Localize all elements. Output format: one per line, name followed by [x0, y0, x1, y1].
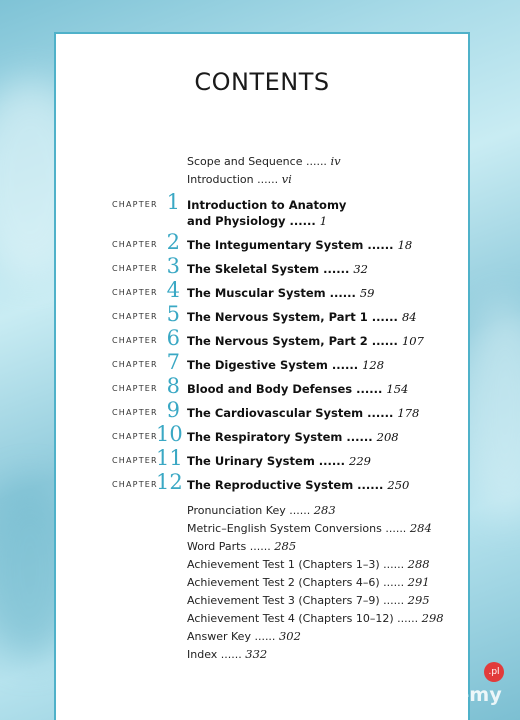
- toc-entry-label: Achievement Test 2 (Chapters 4–6) ......: [187, 576, 405, 589]
- chapter-row-12[interactable]: [56, 470, 468, 496]
- chapter-title: The Muscular System ...... 59: [187, 286, 375, 300]
- contents-page: [54, 32, 470, 720]
- chapter-number: 10: [156, 422, 183, 446]
- toc-entry-label: Achievement Test 4 (Chapters 10–12) ......: [187, 612, 419, 625]
- toc-entry-metric-english[interactable]: [187, 521, 432, 535]
- toc-entry-page: 295: [407, 593, 430, 607]
- chapter-row-4[interactable]: [56, 278, 468, 304]
- toc-entry-label: Pronunciation Key ......: [187, 504, 311, 517]
- chapter-label: CHAPTER: [112, 360, 158, 369]
- toc-entry-page: 302: [278, 629, 301, 643]
- chapter-number: 7: [166, 350, 180, 374]
- chapter-label: CHAPTER: [112, 264, 158, 273]
- chapter-label: CHAPTER: [112, 480, 158, 489]
- chapter-page: 32: [353, 262, 368, 276]
- chapter-title: The Integumentary System ...... 18: [187, 238, 413, 252]
- chapter-label: CHAPTER: [112, 384, 158, 393]
- chapter-number: 4: [166, 278, 180, 302]
- page-title: CONTENTS: [194, 68, 330, 96]
- chapter-title: The Urinary System ...... 229: [187, 454, 371, 468]
- toc-entry-introduction[interactable]: [187, 172, 292, 186]
- chapter-title: The Reproductive System ...... 250: [187, 478, 410, 492]
- chapter-number: 9: [166, 398, 180, 422]
- chapter-row-1[interactable]: [56, 190, 468, 232]
- chapter-page: 208: [376, 430, 399, 444]
- toc-entry-page: 288: [407, 557, 430, 571]
- watermark-badge: .pl: [484, 662, 504, 682]
- toc-entry-page: 283: [313, 503, 336, 517]
- chapter-row-6[interactable]: [56, 326, 468, 352]
- toc-entry-achievement-test-1[interactable]: [187, 557, 430, 571]
- chapter-label: CHAPTER: [112, 336, 158, 345]
- chapter-number: 11: [156, 446, 183, 470]
- watermark-text: Sprzedajemy: [361, 684, 502, 706]
- toc-entry-label: Introduction ......: [187, 173, 279, 186]
- chapter-page: 59: [359, 286, 375, 300]
- toc-entry-page: 332: [245, 647, 268, 661]
- chapter-label: CHAPTER: [112, 240, 158, 249]
- toc-entry-label: Answer Key ......: [187, 630, 276, 643]
- chapter-title: The Nervous System, Part 1 ...... 84: [187, 310, 417, 324]
- chapter-number: 1: [166, 190, 180, 214]
- chapter-row-8[interactable]: [56, 374, 468, 400]
- chapter-page: 84: [401, 310, 417, 324]
- toc-entry-page: iv: [330, 154, 341, 168]
- chapter-row-11[interactable]: [56, 446, 468, 472]
- chapter-row-9[interactable]: [56, 398, 468, 424]
- toc-entry-label: Metric–English System Conversions ......: [187, 522, 407, 535]
- chapter-label: CHAPTER: [112, 408, 158, 417]
- chapter-title: The Nervous System, Part 2 ...... 107: [187, 334, 424, 348]
- chapter-title-line2: and Physiology ...... 1: [187, 214, 328, 228]
- toc-entry-achievement-test-4[interactable]: [187, 611, 444, 625]
- toc-entry-word-parts[interactable]: [187, 539, 296, 553]
- toc-entry-page: 285: [274, 539, 297, 553]
- chapter-page: 229: [349, 454, 371, 468]
- chapter-number: 6: [166, 326, 180, 350]
- chapter-page: 250: [387, 478, 410, 492]
- chapter-label: CHAPTER: [112, 288, 158, 297]
- toc-entry-page: 291: [407, 575, 430, 589]
- chapter-page: 107: [401, 334, 424, 348]
- chapter-page: 128: [362, 358, 385, 372]
- toc-entry-achievement-test-2[interactable]: [187, 575, 430, 589]
- toc-entry-page: 284: [409, 521, 432, 535]
- chapter-row-7[interactable]: [56, 350, 468, 376]
- toc-entry-label: Scope and Sequence ......: [187, 155, 327, 168]
- chapter-title: Introduction to Anatomy: [187, 198, 347, 212]
- chapter-title: Blood and Body Defenses ...... 154: [187, 382, 409, 396]
- chapter-page: 1: [319, 214, 328, 228]
- chapter-title: The Respiratory System ...... 208: [187, 430, 399, 444]
- toc-entry-achievement-test-3[interactable]: [187, 593, 430, 607]
- toc-entry-pronunciation-key[interactable]: [187, 503, 336, 517]
- chapter-title: The Digestive System ...... 128: [187, 358, 385, 372]
- toc-entry-answer-key[interactable]: [187, 629, 301, 643]
- chapter-label: CHAPTER: [112, 456, 158, 465]
- chapter-page: 18: [397, 238, 413, 252]
- chapter-label: CHAPTER: [112, 200, 158, 209]
- chapter-page: 178: [397, 406, 420, 420]
- chapter-number: 8: [166, 374, 180, 398]
- toc-entry-page: vi: [281, 172, 292, 186]
- toc-entry-label: Achievement Test 1 (Chapters 1–3) ......: [187, 558, 405, 571]
- toc-entry-page: 298: [421, 611, 444, 625]
- chapter-number: 5: [166, 302, 180, 326]
- toc-entry-index[interactable]: [187, 647, 267, 661]
- chapter-title: The Skeletal System ...... 32: [187, 262, 368, 276]
- chapter-row-10[interactable]: [56, 422, 468, 448]
- chapter-row-3[interactable]: [56, 254, 468, 280]
- chapter-row-2[interactable]: [56, 230, 468, 256]
- chapter-label: CHAPTER: [112, 432, 158, 441]
- chapter-number: 2: [166, 230, 180, 254]
- chapter-number: 3: [166, 254, 180, 278]
- toc-entry-label: Index ......: [187, 648, 242, 661]
- chapter-number: 12: [156, 470, 183, 494]
- chapter-title: The Cardiovascular System ...... 178: [187, 406, 420, 420]
- chapter-label: CHAPTER: [112, 312, 158, 321]
- toc-entry-label: Word Parts ......: [187, 540, 271, 553]
- toc-entry-label: Achievement Test 3 (Chapters 7–9) ......: [187, 594, 405, 607]
- chapter-page: 154: [386, 382, 409, 396]
- chapter-row-5[interactable]: [56, 302, 468, 328]
- toc-entry-scope[interactable]: [187, 154, 341, 168]
